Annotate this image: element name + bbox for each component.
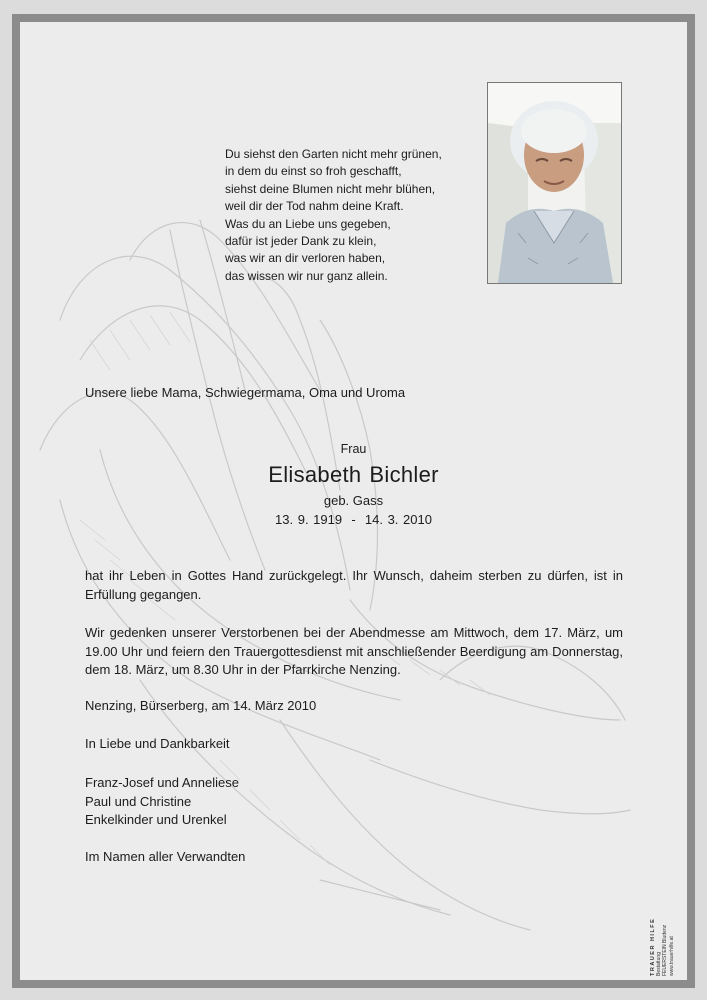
salutation: Frau [340, 442, 367, 456]
service-paragraph: Wir gedenken unserer Verstorbenen bei der Abendmesse am Mittwoch, dem 17. März, um 19.00 Uhr und feiern den Trauergottesdienst mit anschließender Beerdigung am Donnerstag, dem 18. März, um 8.30 Uhr in der Pfarrkirche Nenzing. [85, 625, 623, 677]
last-name: Bichler [369, 462, 439, 487]
logo-line: FEUERSTEIN Bludenz [662, 924, 669, 976]
poem-line: Was du an Liebe uns gegeben, [225, 216, 391, 231]
life-dates [0, 512, 707, 527]
logo-line: Bestattung [656, 952, 663, 976]
announcement-paragraph: hat ihr Leben in Gottes Hand zurückgelegt. Ihr Wunsch, daheim sterben zu dürfen, ist in Erfüllung gegangen. [85, 568, 623, 602]
family-member: Paul und Christine [85, 793, 192, 809]
relatives-line: Im Namen aller Verwandten [85, 849, 246, 864]
deceased-name [0, 462, 707, 488]
poem-line: siehst deine Blumen nicht mehr blühen, [225, 181, 436, 196]
logo-line: www.trauerhilfe.at [668, 936, 675, 976]
poem-line: Du siehst den Garten nicht mehr grünen, [225, 147, 442, 161]
family-member: Franz-Josef und Anneliese [85, 775, 239, 790]
poem-line: was wir an dir verloren haben, [225, 251, 386, 266]
family-list [85, 774, 239, 830]
memorial-poem [225, 146, 465, 285]
funeral-home-logo [650, 870, 686, 976]
first-name: Elisabeth [268, 462, 362, 487]
poem-line: das wissen wir nur ganz allein. [225, 268, 388, 283]
poem-line: dafür ist jeder Dank zu klein, [225, 234, 377, 249]
portrait-photo [487, 82, 622, 284]
poem-line: in dem du einst so froh geschafft, [225, 164, 402, 179]
place-date: Nenzing, Bürserberg, am 14. März 2010 [85, 698, 317, 713]
poem-line: weil dir der Tod nahm deine Kraft. [225, 199, 404, 214]
closing-line: In Liebe und Dankbarkeit [85, 736, 230, 751]
logo-brand: TRAUER HILFE [650, 917, 656, 976]
birth-name: geb. Gass [323, 493, 384, 508]
life-dates-text: 13. 9. 1919 - 14. 3. 2010 [275, 512, 432, 527]
logo-text [650, 870, 686, 976]
intro-line: Unsere liebe Mama, Schwiegermama, Oma und Uroma [85, 385, 406, 400]
family-member: Enkelkinder und Urenkel [85, 812, 227, 827]
